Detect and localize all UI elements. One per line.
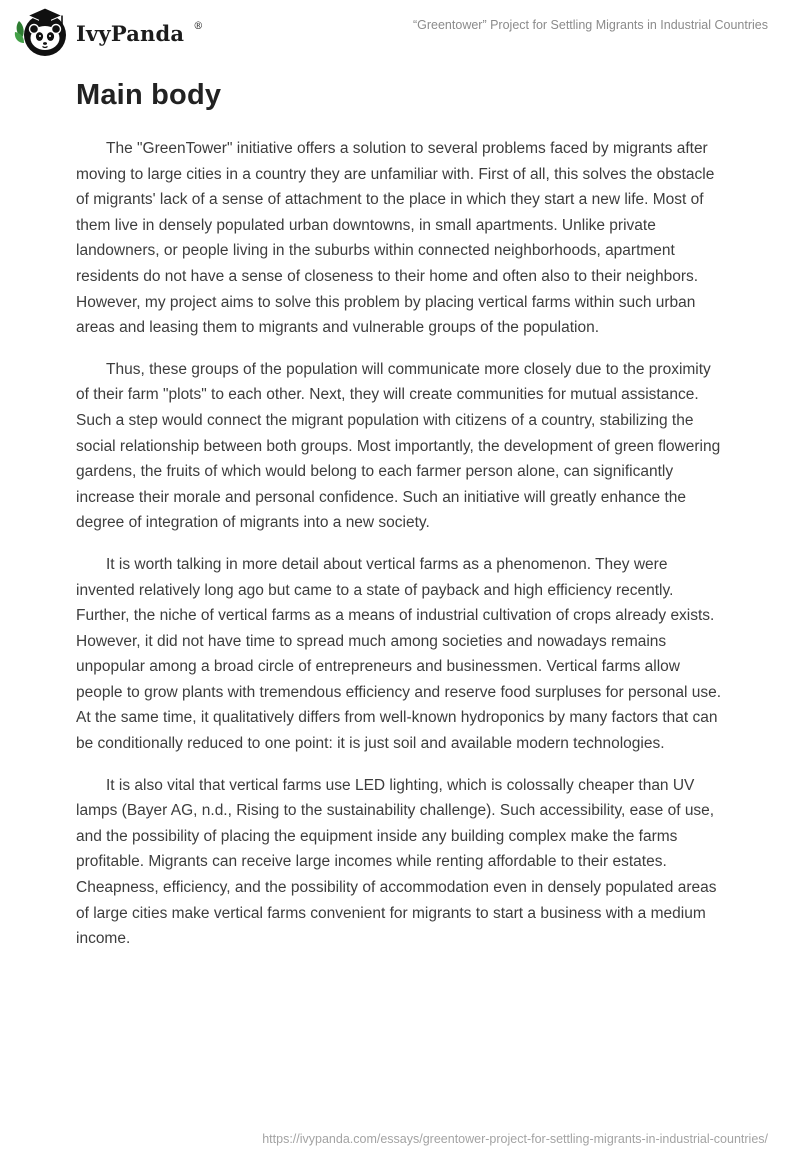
- ivypanda-panda-icon: [14, 7, 68, 59]
- section-heading: Main body: [76, 79, 222, 111]
- essay-content: [0, 79, 800, 952]
- source-url-link[interactable]: https://ivypanda.com/essays/greentower-project-for-settling-migrants-in-industrial-countries/: [262, 1132, 768, 1146]
- page-footer: [0, 1130, 768, 1148]
- essay-paragraph: It is worth talking in more detail about vertical farms as a phenomenon. They were invented relatively long ago but came to a state of payback and high efficiency recently. Further, the niche of vertical farms as a means of industrial cultivation of crops already exists. However, it did not have time to spread much among societies and nowadays remains unpopular among a broad circle of entrepreneurs and businessmen. Vertical farms allow people to grow plants with tremendous efficiency and reserve food surpluses for personal use. At the same time, it qualitatively differs from well-known hydroponics by many factors that can be conditionally reduced to one point: it is just soil and available modern technologies.: [76, 555, 722, 753]
- essay-paragraph: It is also vital that vertical farms use LED lighting, which is colossally cheaper than UV lamps (Bayer AG, n.d., Rising to the sustainability challenge). Such accessibility, ease of use, and the possibility of placing the equipment inside any building complex make the farms profitable. Migrants can receive large incomes while renting affordable to their estates. Cheapness, efficiency, and the possibility of accommodation even in densely populated areas of large cities make vertical farms convenient for migrants to start a business with a medium income.: [76, 776, 717, 948]
- essay-paragraph: The "GreenTower" initiative offers a solution to several problems faced by migrants after moving to large cities in a country they are unfamiliar with. First of all, this solves the obstacle of migrants' lack of a sense of attachment to the place in which they start a new life. Most of them live in densely populated urban downtowns, in small apartments. Unlike private landowners, or people living in the suburbs within connected neighborhoods, apartment residents do not have a sense of closeness to their home and often also to their neighbors. However, my project aims to solve this problem by placing vertical farms within such urban areas and leasing them to migrants and vulnerable groups of the population.: [76, 140, 715, 337]
- ivypanda-logo[interactable]: [14, 7, 203, 59]
- page-header: [0, 0, 800, 58]
- document-title: “Greentower” Project for Settling Migrants in Industrial Countries: [412, 18, 768, 32]
- essay-paragraph: Thus, these groups of the population will communicate more closely due to the proximity of their farm "plots" to each other. Next, they will create communities for mutual assistance. Such a step would connect the migrant population with citizens of a country, stabilizing the social relationship between both groups. Most importantly, the development of green flowering gardens, the fruits of which would belong to each farmer person alone, can significantly increase their morale and personal confidence. Such an initiative will greatly enhance the degree of integration of migrants into a new society.: [76, 360, 721, 532]
- registered-trademark: ®: [193, 20, 204, 32]
- brand-name: IvyPanda: [76, 20, 185, 46]
